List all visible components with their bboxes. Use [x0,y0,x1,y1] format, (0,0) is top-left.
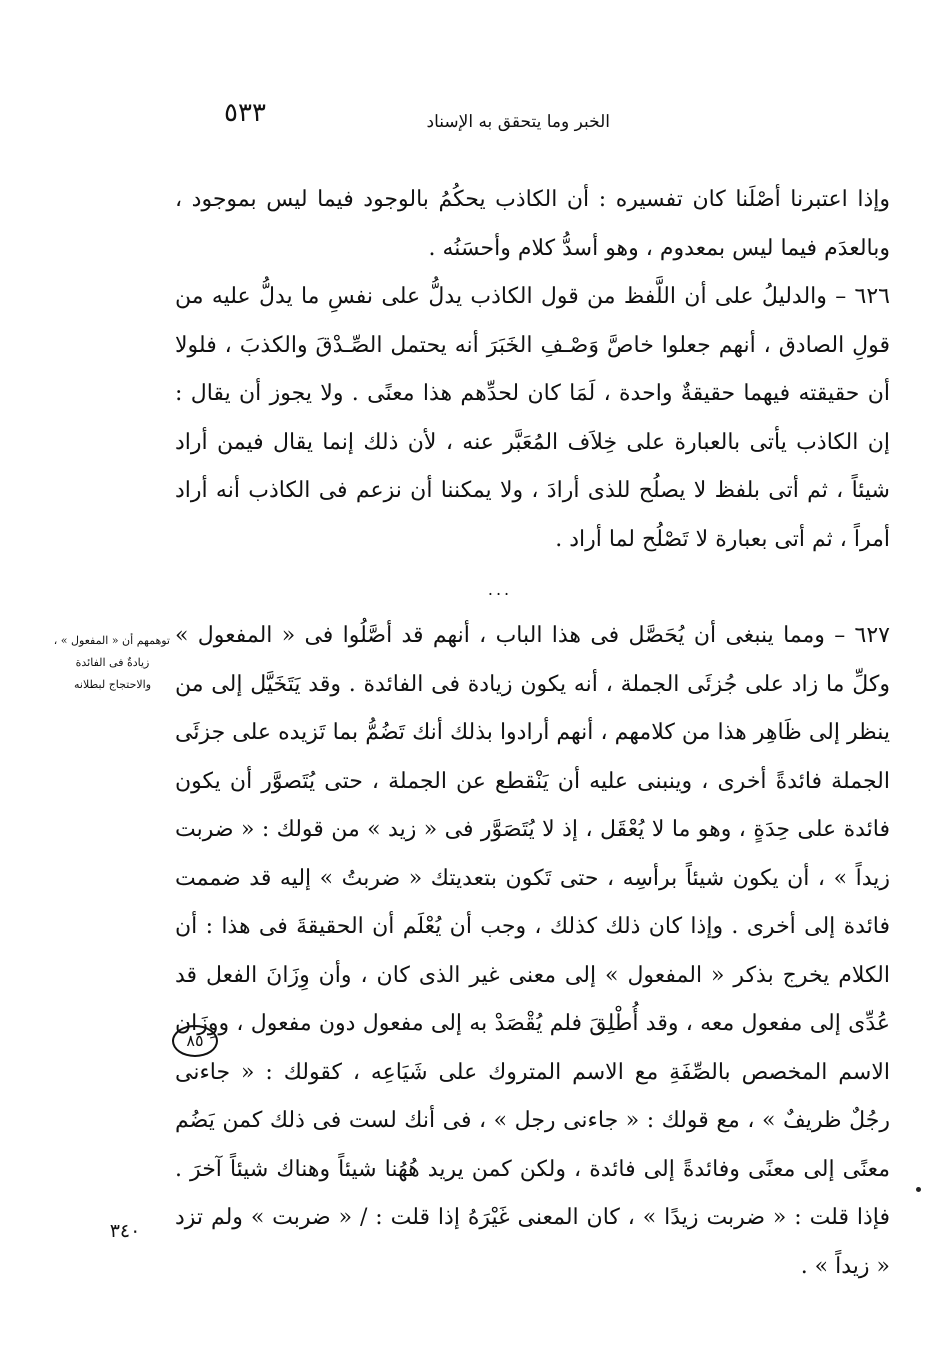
paragraph: ٦٢٦ – والدليلُ على أن اللَّفظ من قول الكاذب يدلُّ على نفسِ ما يدلُّ عليه من قولِ الصادق ، أنهم جعلوا خاصَّ وَصْـفِ الخَبَرَ أنه يحتمل الصِّـدْقَ والكذبَ ، فلولا أن حقيقته فيهما حقيقةٌ واحدة ، لَمَا كان لحدِّهم هذا معنًى . ولا يجوز أن يقال : إن الكاذب يأتى بالعبارة على خِلاَف المُعَبَّر عنه ، لأن ذلك إنما يقال فيمن أراد شيئاً ، ثم أتى بلفظ لا يصلُح للذى أرادَ ، ولا يمكننا أن نزعم فى الكاذب أنه أراد أمراً ، ثم أتى بعبارة لا تَصْلُح لما أراد . [175,284,890,552]
circled-reference-marker: ٨٥ [172,1025,218,1057]
text-block-first [175,176,890,564]
margin-note [55,630,170,696]
source-page-number: ٣٤٠ [109,1220,141,1242]
text-block-second [175,612,890,1291]
paragraph: وإذا اعتبرنا أصْلَنا كان تفسيره : أن الكاذب يحكُمُ بالوجود فيما ليس بموجود ، وبالعدَم فيما ليس بمعدوم ، وهو أسدُّ كلام وأحسَنُه . [175,187,890,261]
section-separator: ... [487,580,513,599]
paragraph: ٦٢٧ – ومما ينبغى أن يُحَصَّل فى هذا الباب ، أنهم قد أصَّلُوا فى « المفعول » وكلِّ ما زاد على جُزئَى الجملة ، أنه يكون زيادة فى الفائدة . وقد يَتَخَيَّل إلى من ينظر إلى ظَاهِر هذا من كلامهم ، أنهم أرادوا بذلك أنك تَضُمُّ بما تَزيده على جزئَى الجملة فائدةً أخرى ، وينبنى عليه أن يَنْقطع عن الجملة ، حتى يُتَصوَّر أن يكون فائدة على حِدَةٍ ، وهو ما لا يُعْقَل ، إذ لا يُتَصَوَّر فى « زيد » من قولك : « ضربت زيداً » ، أن يكون شيئاً برأسِه ، حتى تَكون بتعديتك « ضربتُ » إليه قد ضممت فائدة إلى أخرى . وإذا كان ذلك كذلك ، وجب أن يُعْلَم أن الحقيقةَ فى هذا : أن الكلام يخرج بذكر « المفعول » إلى معنى غير الذى كان ، وأن وِزَانَ الفعل قد عُدِّى إلى مفعول معه ، وقد أُطْلِقَ فلم يُقْصَدْ به إلى مفعول دون مفعول ، ووِزَان الاسم المخصص بالصِّفَةِ مع الاسم المتروك على شَيَاعِه ، كقولك : « جاءنى رجُلٌ ظريفٌ » ، مع قولك : « جاءنى رجل » ، فى أنك لست فى ذلك كمن يَضُم معنًى إلى معنًى وفائدةً إلى فائدة ، ولكن كمن يريد هُهُنا شيئاً وهناك شيئاً آخرَ . فإذا قلت : « ضربت زيدًا » ، كان المعنى غَيْرَهُ إذا قلت : / « ضربت » ولم تزد « زيداً » . [175,623,890,1279]
margin-note-line: زيادةٌ فى الفائدة [75,656,150,669]
margin-note-line: توهمهم أن « المفعول » ، [53,634,170,647]
running-header-title: الخبر وما يتحقق به الإسناد [426,112,610,132]
page-number: ٥٣٣ [224,98,266,128]
margin-dot [916,1187,921,1192]
margin-note-line: والاحتجاج لبطلانه [73,678,152,691]
